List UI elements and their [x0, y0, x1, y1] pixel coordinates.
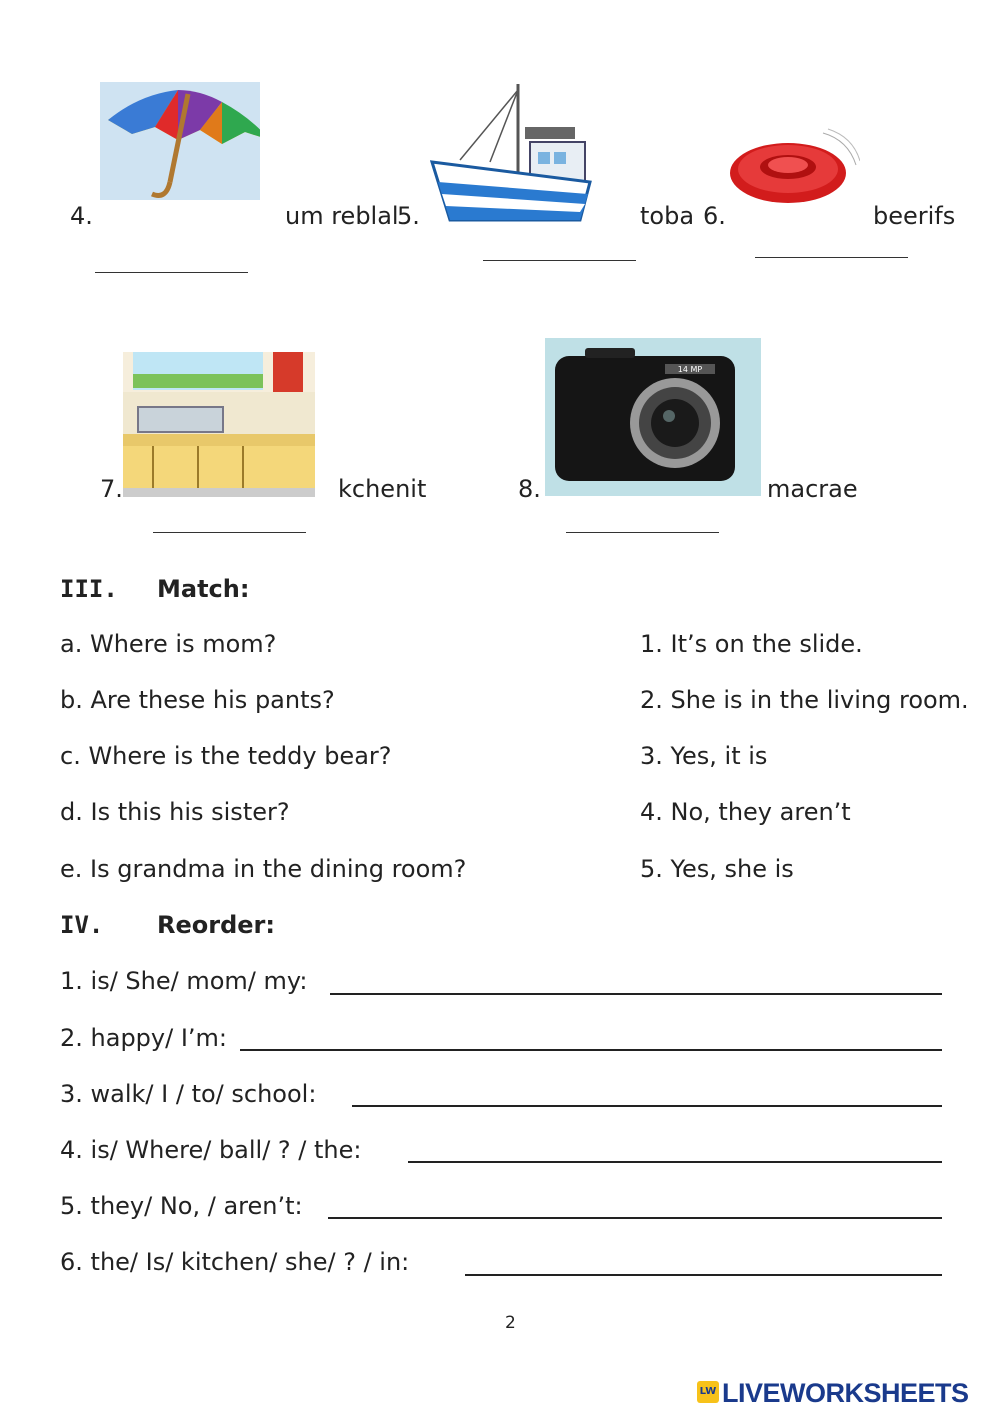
reorder-prompt-2: 2. happy/ I’m:: [60, 1024, 228, 1052]
item-8-answer-blank[interactable]: [566, 532, 719, 533]
camera-model-label: 14 MP: [677, 365, 703, 374]
item-7-scrambled-word: kchenit: [338, 475, 427, 503]
reorder-answer-line-3[interactable]: [352, 1105, 942, 1107]
kitchen-picture: [123, 352, 315, 497]
camera-picture: [545, 338, 761, 496]
umbrella-picture: [100, 82, 260, 200]
reorder-prompt-3: 3. walk/ I / to/ school:: [60, 1080, 317, 1108]
section-iii-number: III.: [60, 575, 118, 603]
match-question-c: c. Where is the teddy bear?: [60, 742, 392, 770]
match-answer-4: 4. No, they aren’t: [640, 798, 851, 826]
match-answer-3: 3. Yes, it is: [640, 742, 768, 770]
logo-badge-icon: LW: [697, 1381, 719, 1403]
item-4-number: 4.: [70, 202, 93, 230]
reorder-prompt-1: 1. is/ She/ mom/ my:: [60, 967, 308, 995]
reorder-answer-line-4[interactable]: [408, 1161, 942, 1163]
match-answer-5: 5. Yes, she is: [640, 855, 794, 883]
section-iv-title: Reorder:: [157, 911, 275, 939]
reorder-answer-line-6[interactable]: [465, 1274, 942, 1276]
item-7-number: 7.: [100, 475, 123, 503]
match-question-d: d. Is this his sister?: [60, 798, 290, 826]
section-iii-title: Match:: [157, 575, 250, 603]
reorder-answer-line-2[interactable]: [240, 1049, 942, 1051]
item-6-number: 6.: [703, 202, 726, 230]
reorder-prompt-6: 6. the/ Is/ kitchen/ she/ ? / in:: [60, 1248, 410, 1276]
item-6-answer-blank[interactable]: [755, 257, 908, 258]
boat-picture: [430, 82, 595, 224]
match-question-e: e. Is grandma in the dining room?: [60, 855, 467, 883]
section-iv-number: IV.: [60, 911, 104, 939]
logo-text: LIVEWORKSHEETS: [722, 1378, 969, 1408]
item-7-answer-blank[interactable]: [153, 532, 306, 533]
match-question-a: a. Where is mom?: [60, 630, 277, 658]
reorder-answer-line-5[interactable]: [328, 1217, 942, 1219]
reorder-answer-line-1[interactable]: [330, 993, 942, 995]
item-8-scrambled-word: macrae: [767, 475, 858, 503]
item-6-scrambled-word: beerifs: [873, 202, 956, 230]
item-5-scrambled-word: toba: [640, 202, 695, 230]
item-8-number: 8.: [518, 475, 541, 503]
reorder-prompt-4: 4. is/ Where/ ball/ ? / the:: [60, 1136, 362, 1164]
item-5-answer-blank[interactable]: [483, 260, 636, 261]
match-answer-2: 2. She is in the living room.: [640, 686, 969, 714]
page-number: 2: [505, 1313, 516, 1333]
match-question-b: b. Are these his pants?: [60, 686, 335, 714]
reorder-prompt-5: 5. they/ No, / aren’t:: [60, 1192, 303, 1220]
liveworksheets-logo[interactable]: [697, 1378, 992, 1408]
item-5-number: 5.: [397, 202, 420, 230]
item-4-answer-blank[interactable]: [95, 272, 248, 273]
frisbee-picture: [728, 125, 860, 205]
item-4-scrambled-word: um reblal: [285, 202, 399, 230]
match-answer-1: 1. It’s on the slide.: [640, 630, 863, 658]
